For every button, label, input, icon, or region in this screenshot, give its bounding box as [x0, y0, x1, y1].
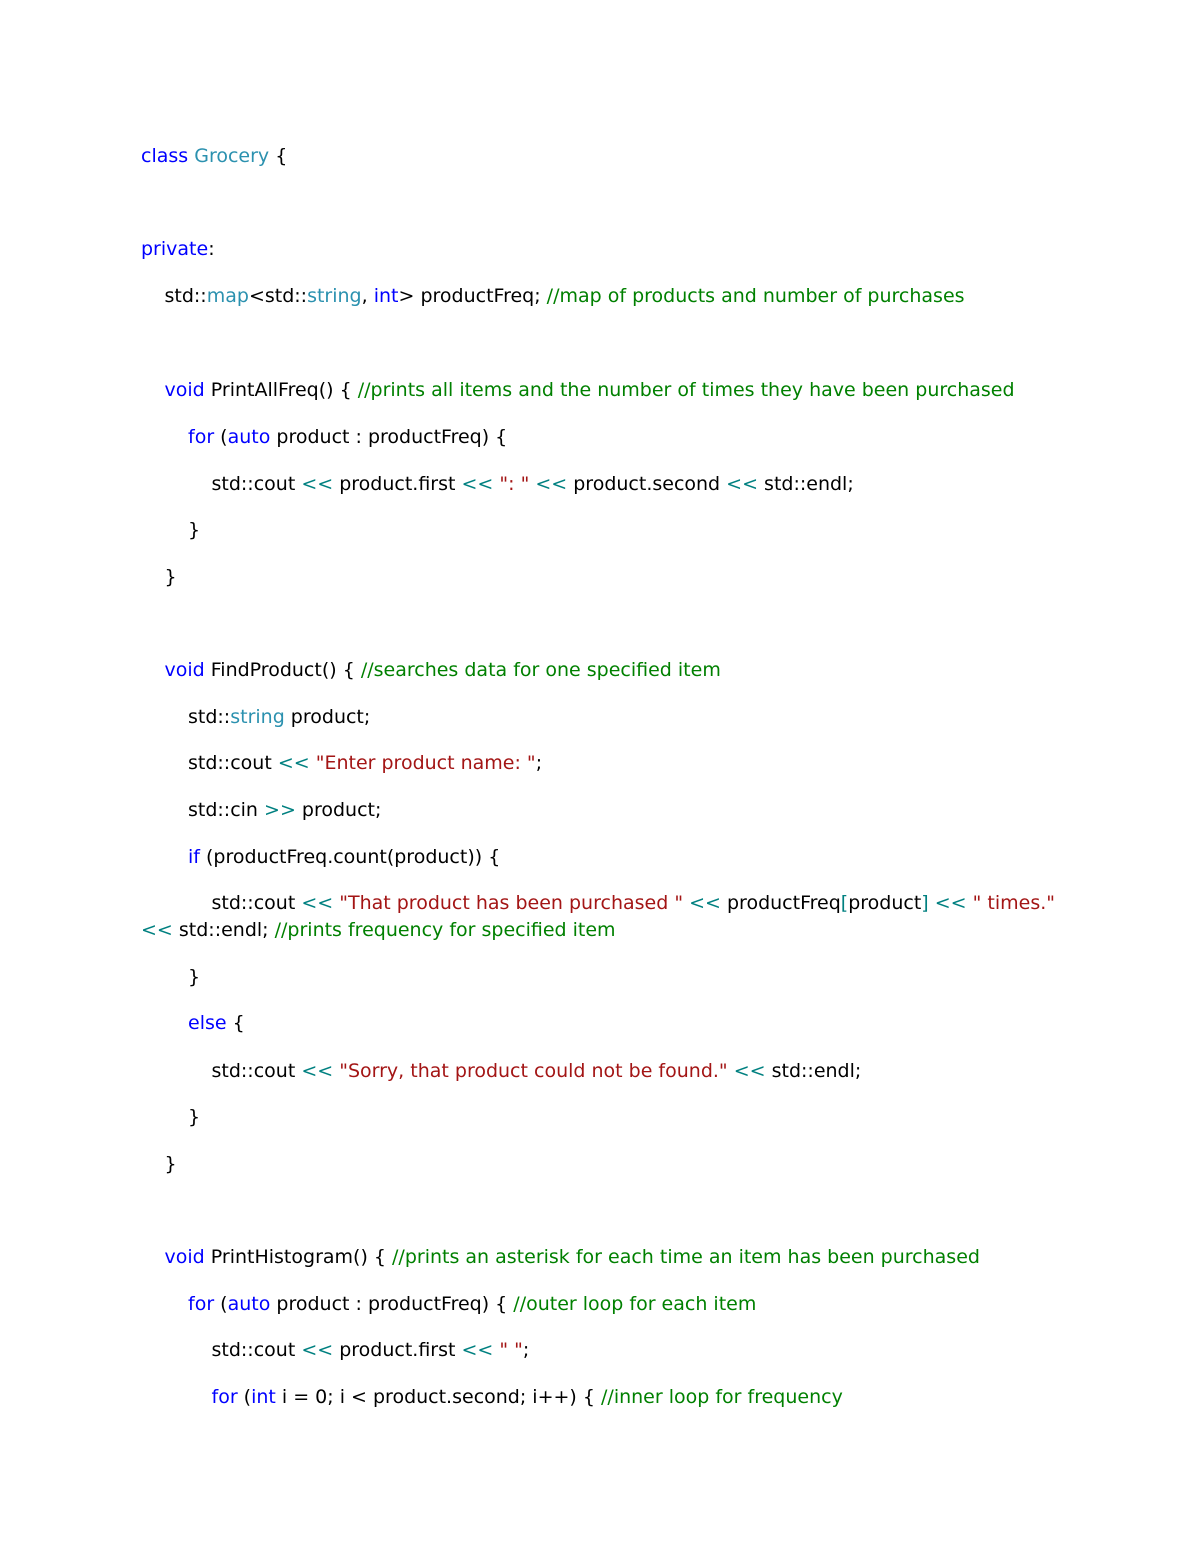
code-token: std::endl; [172, 919, 275, 941]
code-token: void [164, 1246, 205, 1268]
code-token: ( [237, 1386, 252, 1408]
code-token: << [689, 892, 721, 914]
code-token: i = 0; i < product.second; i++) { [275, 1386, 602, 1408]
code-token: (productFreq.count(product)) { [199, 846, 501, 868]
code-token: << [934, 892, 967, 914]
code-line [141, 918, 616, 942]
code-token: ( [214, 426, 228, 448]
code-token: std::cin [188, 799, 265, 821]
code-token: } [164, 566, 177, 588]
code-line [212, 1059, 862, 1083]
code-token: auto [227, 1293, 271, 1315]
code-token: for [188, 1293, 215, 1315]
code-token: PrintAllFreq() { [204, 379, 358, 401]
code-token: } [164, 1153, 177, 1175]
code-line [212, 1338, 530, 1362]
code-token: else [188, 1012, 227, 1034]
code-line [141, 144, 287, 168]
code-token: << [535, 473, 568, 495]
code-token: //prints an asterisk for each time an item has been purchased [392, 1246, 980, 1268]
code-token: FindProduct() { [204, 659, 361, 681]
code-token: std::cout [211, 1339, 302, 1361]
code-token: , [361, 285, 374, 307]
code-token: ": " [499, 473, 530, 495]
code-token: private [141, 238, 209, 260]
code-token: " " [499, 1339, 523, 1361]
code-token: PrintHistogram() { [204, 1246, 393, 1268]
code-token: << [461, 473, 494, 495]
code-line [188, 1011, 245, 1035]
code-token: } [188, 1106, 201, 1128]
code-line [165, 284, 965, 308]
code-line [188, 705, 370, 729]
code-token: ( [214, 1293, 228, 1315]
code-line [165, 378, 1015, 402]
code-token: " times." [972, 892, 1056, 914]
code-token: { [226, 1012, 245, 1034]
code-line [188, 1105, 200, 1129]
code-token: "Sorry, that product could not be found." [339, 1060, 728, 1082]
code-token: Grocery [194, 145, 270, 167]
code-token: ] [921, 892, 929, 914]
code-token: << [726, 473, 759, 495]
code-token: product; [284, 706, 371, 728]
code-token: ; [535, 752, 543, 774]
code-line [141, 237, 215, 261]
code-line [165, 565, 177, 589]
code-token: "That product has been purchased " [339, 892, 684, 914]
code-token: ; [522, 1339, 530, 1361]
code-token: void [164, 379, 205, 401]
code-line [165, 658, 721, 682]
code-line [212, 472, 854, 496]
code-token: //map of products and number of purchases [546, 285, 965, 307]
code-token: product.first [333, 473, 462, 495]
code-token: product : productFreq) { [270, 1293, 514, 1315]
code-line [212, 1385, 843, 1409]
code-token: << [301, 892, 334, 914]
code-token: std:: [164, 285, 207, 307]
code-token: //inner loop for frequency [601, 1386, 843, 1408]
code-token: product; [295, 799, 382, 821]
code-token: auto [227, 426, 271, 448]
code-token: std::endl; [765, 1060, 862, 1082]
code-token: << [277, 752, 310, 774]
code-token: int [373, 285, 399, 307]
code-token: map [206, 285, 249, 307]
code-line [212, 891, 1056, 915]
code-token: "Enter product name: " [315, 752, 536, 774]
code-line [165, 1152, 177, 1176]
code-token: >> [264, 799, 296, 821]
code-token: { [269, 145, 288, 167]
code-token: std::cout [188, 752, 278, 774]
code-line [188, 965, 200, 989]
code-token: : [208, 238, 215, 260]
code-token: void [164, 659, 205, 681]
code-token: std:: [188, 706, 231, 728]
code-token: //prints frequency for specified item [274, 919, 616, 941]
code-token: [ [840, 892, 849, 914]
code-token: << [301, 1339, 334, 1361]
code-token: << [141, 919, 173, 941]
code-token: } [188, 519, 201, 541]
code-token: //prints all items and the number of times they have been purchased [357, 379, 1015, 401]
code-token: std::cout [211, 892, 302, 914]
code-token: product.second [567, 473, 727, 495]
code-line [188, 751, 542, 775]
code-line [188, 845, 500, 869]
code-token: product.first [333, 1339, 462, 1361]
code-token: //outer loop for each item [513, 1293, 757, 1315]
code-token: for [211, 1386, 238, 1408]
code-token: product [848, 892, 922, 914]
code-line [188, 425, 507, 449]
code-token: << [461, 1339, 494, 1361]
code-line [165, 1245, 980, 1269]
code-token: } [188, 966, 201, 988]
code-line [188, 518, 200, 542]
code-token: << [733, 1060, 766, 1082]
code-token: <std:: [248, 285, 308, 307]
code-token: std::cout [211, 473, 302, 495]
code-token: << [301, 473, 334, 495]
code-token: //searches data for one specified item [360, 659, 721, 681]
code-token: << [301, 1060, 334, 1082]
code-token: string [307, 285, 362, 307]
code-token: int [251, 1386, 276, 1408]
code-token: productFreq [720, 892, 841, 914]
code-token: for [188, 426, 215, 448]
code-line [188, 798, 381, 822]
code-token: class [141, 145, 189, 167]
code-token: std::cout [211, 1060, 302, 1082]
code-line [188, 1292, 756, 1316]
code-token: std::endl; [758, 473, 854, 495]
code-token: if [188, 846, 200, 868]
code-token: string [230, 706, 285, 728]
code-token: > productFreq; [398, 285, 547, 307]
code-token: product : productFreq) { [270, 426, 508, 448]
